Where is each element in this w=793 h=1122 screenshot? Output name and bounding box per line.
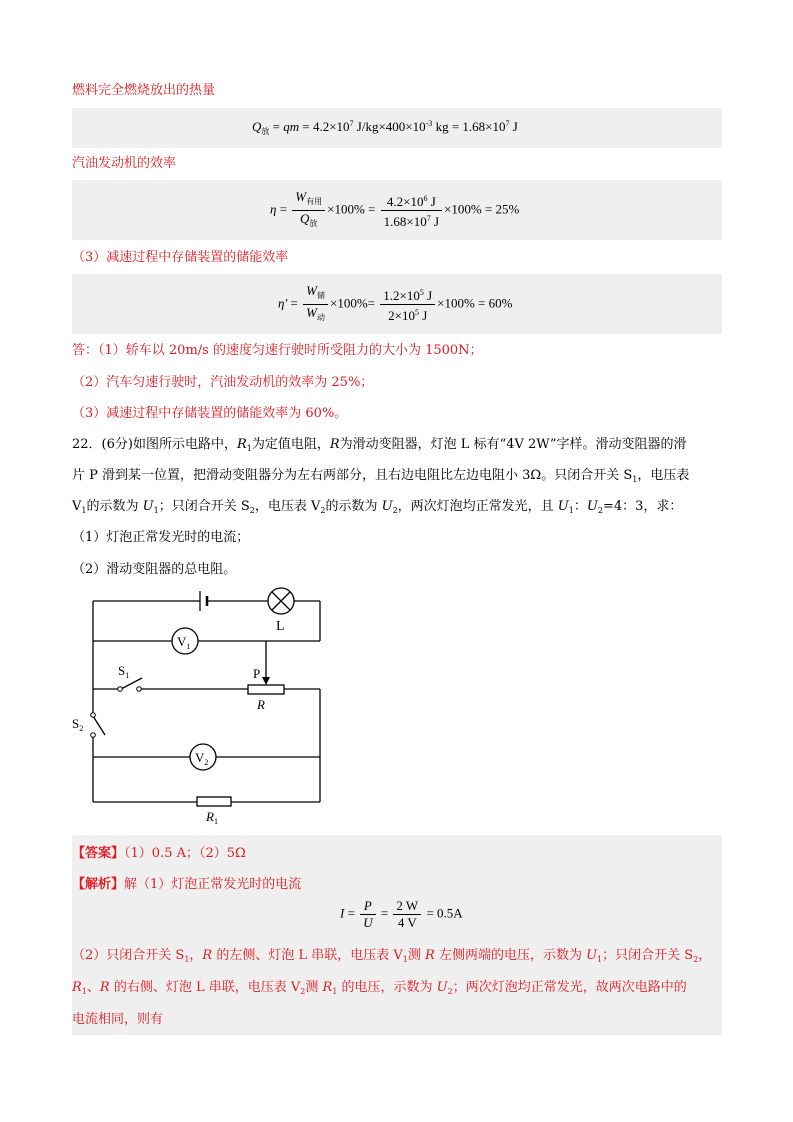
equation-heat: $Q_放$ = qm = $4.2\times 10^7$ $J/kg\times 400\times 10^{-3}$ kg = $1.68\times 10^7$ J [252,119,518,136]
equation-band-storage [72,274,722,334]
switch-s2-contact-bottom [91,733,96,738]
switch-s2-blade [93,716,105,735]
circuit-diagram [60,585,340,830]
heat-heading: 燃料完全燃烧放出的热量 [72,83,216,98]
lamp-label: L [276,619,285,634]
fraction-values: $\frac{1.2\times 10^5 J}{2\times 10^5 J}$ [380,286,435,323]
answer-line-2: （2）汽车匀速行驶时，汽油发动机的效率为 25%； [72,375,374,390]
analysis-line-3: 电流相同，则有 [72,1012,164,1027]
slider-p-arrowhead [262,677,270,685]
rheostat-r-label: R [257,697,265,712]
answer-line-3: （3）减速过程中存储装置的储能效率为 60%。 [72,406,348,421]
equation-storage: η′ = $\frac{W_储}{W_动}$ ×100%= $\frac{1.2\times 10^5 J}{2\times 10^5 J}$ ×100% = 60% [278,283,513,323]
equation-band-efficiency [72,180,722,240]
question-22-sub-2: （2）滑动变阻器的总电阻。 [72,562,237,577]
efficiency-heading: 汽油发动机的效率 [72,156,177,171]
answer-line-1: 答：（1）轿车以 20m/s 的速度匀速行驶时所受阻力的大小为 1500N； [72,343,483,358]
analysis-line-1: （2）只闭合开关 $S_1$，R 的左侧、灯泡 L 串联，电压表 $V_1$测 R 左侧两端的电压，示数为 $U_1$；只闭合开关 $S_2$， [72,948,712,964]
fraction-w-over-w: $\frac{W_储}{W_动}$ [303,284,328,325]
question-22-line-3: $V_1$的示数为 $U_1$；只闭合开关 $S_2$，电压表 $V_2$的示数为 $U_2$，两次灯泡均正常发光，且 $U_1$：$U_2=4$：3，求： [72,499,683,515]
answer-band [72,835,722,867]
switch-s1-contact-right [137,687,142,692]
switch-s2-label: $S_2$ [72,716,84,733]
equation-current: I = $\frac{P}{U}$ = $\frac{2 W}{4 V}$ = 0.5A [340,898,463,930]
question-22-line-1: 22．(6分)如图所示电路中，$R_1$为定值电阻，R为滑动变阻器，灯泡 L 标有“4V 2W”字样。滑动变阻器的滑 [72,437,687,453]
fraction-w-over-q: $\frac{W_{有用}}{Q_放}$ [292,190,325,231]
question-22-sub-1: （1）灯泡正常发光时的电流； [72,530,250,545]
answer-summary: 【答案】（1）0.5 A；（2）5Ω [72,846,246,861]
rheostat-r-icon [248,685,284,694]
switch-s2-contact-top [91,713,96,718]
storage-heading: （3）减速过程中存储装置的储能效率 [72,250,289,265]
switch-s1-contact-left [118,687,123,692]
analysis-text-band [72,935,722,1035]
analysis-intro: 【解析】解（1）灯泡正常发光时的电流 [72,877,302,892]
voltmeter-v1-label: $V_1$ [177,634,191,651]
resistor-r1-icon [197,797,231,806]
equation-efficiency: η = $\frac{W_{有用}}{Q_放}$ ×100% = $\frac{4.2\times 10^6 J}{1.68\times 10^7 J}$ ×100% = 25% [270,189,520,229]
voltmeter-v2-label: $V_2$ [195,750,209,767]
question-22-line-2: 片 P 滑到某一位置，把滑动变阻器分为左右两部分，且右边电阻比左边电阻小 3Ω。只闭合开关 $S_1$，电压表 [72,468,690,484]
switch-s1-label: $S_1$ [118,663,130,680]
slider-p-label: P [253,666,261,681]
resistor-r1-label: $R_1$ [206,809,218,826]
equation-band-heat [72,108,722,148]
analysis-band [72,867,722,935]
analysis-line-2: $R_1$、R 的右侧、灯泡 L 串联，电压表 $V_2$测 $R_1$ 的电压，示数为 $U_2$；两次灯泡均正常发光，故两次电路中的 [72,980,687,996]
fraction-values: $\frac{4.2\times 10^6 J}{1.68\times 10^7 J}$ [381,192,442,229]
